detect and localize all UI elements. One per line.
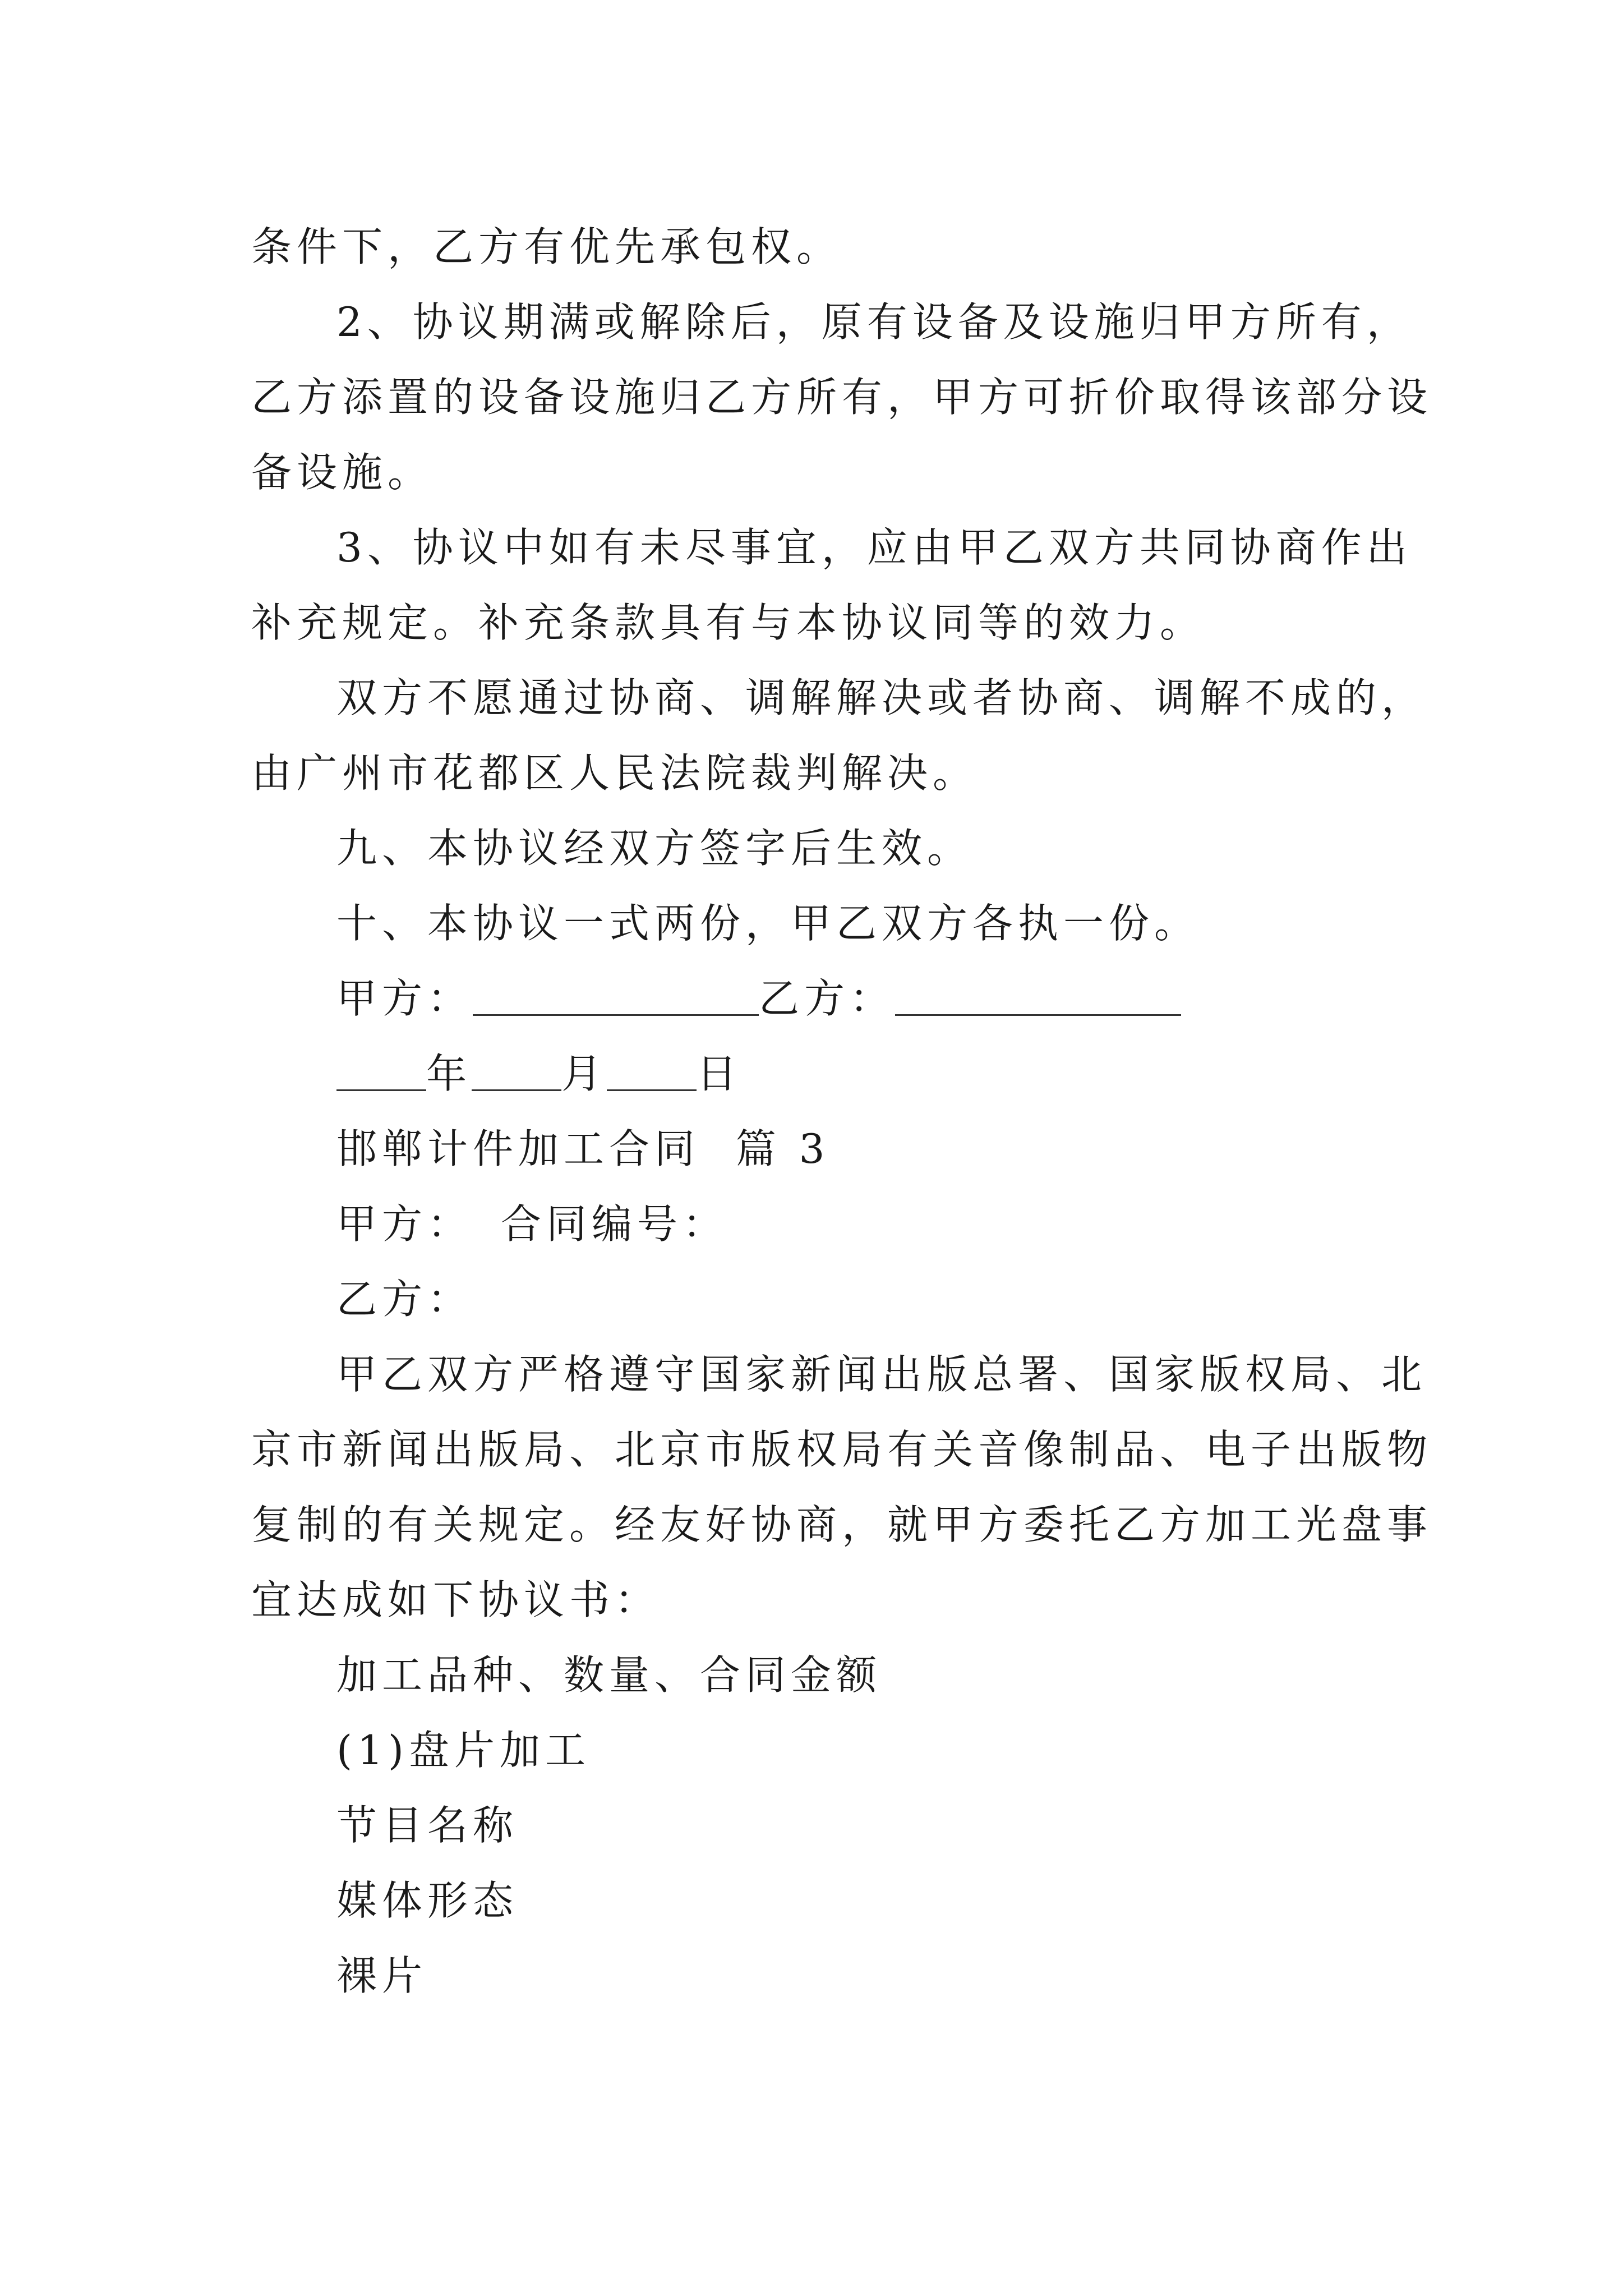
list-item: 加工品种、数量、合同金额 [336, 1651, 882, 1699]
list-item: 媒体形态 [336, 1877, 519, 1924]
party-a-label: 甲方： [336, 1200, 473, 1248]
paragraph-line: 补充规定。补充条款具有与本协议同等的效力。 [251, 599, 1206, 646]
day-label: 日 [697, 1050, 743, 1097]
paragraph-line: 复制的有关规定。经友好协商，就甲方委托乙方加工光盘事 [251, 1501, 1433, 1548]
party-b-signature-label: 乙方： [759, 975, 896, 1022]
list-item: 节目名称 [336, 1802, 519, 1849]
header-fields-line [336, 1196, 728, 1252]
paragraph-line: 3、协议中如有未尽事宜，应由甲乙双方共同协商作出 [336, 524, 1412, 571]
party-a-signature-blank [473, 978, 759, 1016]
party-a-signature-label: 甲方： [336, 975, 473, 1022]
paragraph-line: 双方不愿通过协商、调解解决或者协商、调解不成的， [336, 674, 1427, 721]
party-b-signature-blank [895, 978, 1181, 1016]
paragraph-line: 乙方添置的设备设施归乙方所有，甲方可折价取得该部分设 [251, 374, 1433, 421]
list-item: 裸片 [336, 1952, 428, 1999]
paragraph-line: 宜达成如下协议书： [251, 1576, 661, 1623]
paragraph-line: 九、本协议经双方签字后生效。 [336, 825, 973, 872]
paragraph-line: 由广州市花都区人民法院裁判解决。 [251, 749, 979, 797]
paragraph-line: 十、本协议一式两份，甲乙双方各执一份。 [336, 900, 1200, 947]
paragraph-line: 条件下，乙方有优先承包权。 [251, 223, 842, 270]
year-label: 年 [426, 1050, 472, 1097]
date-line [336, 1046, 742, 1102]
paragraph-line: 京市新闻出版局、北京市版权局有关音像制品、电子出版物 [251, 1426, 1433, 1473]
year-blank [336, 1053, 426, 1091]
paragraph-line: 备设施。 [251, 449, 434, 496]
list-item: (1)盘片加工 [336, 1727, 591, 1774]
contract-number-label: 合同编号： [501, 1200, 728, 1248]
signature-line [336, 970, 1181, 1027]
party-b-label: 乙方： [336, 1276, 473, 1323]
paragraph-line: 甲乙双方严格遵守国家新闻出版总署、国家版权局、北 [336, 1351, 1427, 1398]
month-label: 月 [561, 1050, 607, 1097]
day-blank [607, 1053, 697, 1091]
month-blank [472, 1053, 561, 1091]
section-title: 邯郸计件加工合同 篇 3 [336, 1125, 830, 1172]
paragraph-line: 2、协议期满或解除后，原有设备及设施归甲方所有， [336, 298, 1412, 346]
